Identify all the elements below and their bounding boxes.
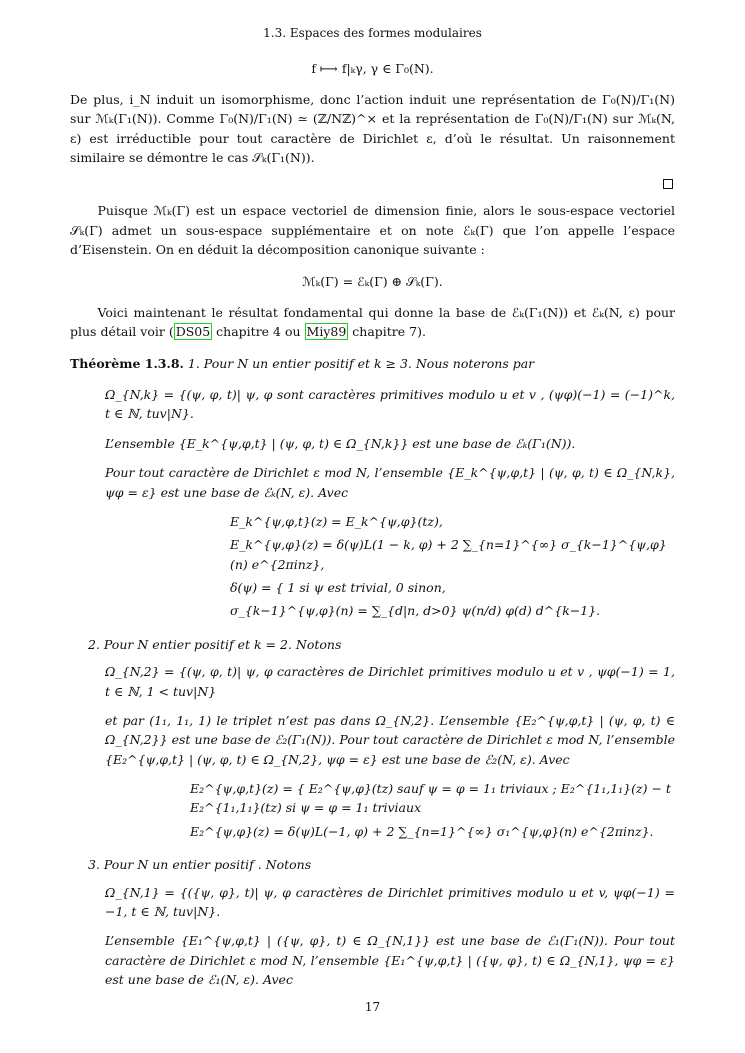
paragraph-2: Puisque ℳₖ(Γ) est un espace vectoriel de dimension finie, alors le sous-espace vectoriel 𝒮ₖ(Γ) admet un sous-espace supplémentaire et on note ℰₖ(Γ) que l’on appelle l’espace d’Eisenstein. On en déduit la décomposition canonique suivante :: [70, 203, 675, 258]
paragraph-1: De plus, i_N induit un isomorphisme, donc l’action induit une représentation de Γ₀(N)/Γ₁(N) sur ℳₖ(Γ₁(N)). Comme Γ₀(N)/Γ₁(N) ≃ (ℤ/Nℤ)^× et la représentation de Γ₀(N)/Γ₁(N) sur ℳₖ(N, ε) est irréductible pour tout caractère de Dirichlet ε, d’où le résultat. Un raisonnement similaire se démontre le cas 𝒮ₖ(Γ₁(N)).: [70, 91, 675, 166]
paragraph-3-start: Voici maintenant le résultat fondamental qui donne la base de ℰₖ(Γ₁(N)) et ℰₖ(N, ε) pour plus détail voir (: [70, 304, 675, 340]
item2-text: et par (1₁, 1₁, 1) le triplet n’est pas dans Ω_{N,2}. L’ensemble {E₂^{ψ,φ,t} | (ψ, φ, t) ∈ Ω_{N,2}} est une base de ℰ₂(Γ₁(N)). Pour tout caractère de Dirichlet ε mod N, l’ensemble {E₂^{ψ,φ,t} | (ψ, φ, t) ∈ Ω_{N,2}, ψφ = ε} est une base de ℰ₂(N, ε). Avec: [105, 712, 675, 767]
citation-miy89[interactable]: Miy89: [306, 324, 347, 340]
item1-omega: Ω_{N,k} = {(ψ, φ, t)| ψ, φ sont caractères primitives modulo u et v , (ψφ)(−1) = (−1)^k, t ∈ ℕ, tuv|N}.: [105, 387, 675, 422]
item1-formula-4: σ_{k−1}^{ψ,φ}(n) = ∑_{d|n, d>0} ψ(n/d) φ(d) d^{k−1}.: [230, 603, 601, 619]
paragraph-3: [70, 303, 675, 342]
paragraph-3-end: chapitre 7).: [348, 324, 426, 340]
item3-text: L’ensemble {E₁^{ψ,φ,t} | ({ψ, φ}, t) ∈ Ω_{N,1}} est une base de ℰ₁(Γ₁(N)). Pour tout caractère de Dirichlet ε mod N, l’ensemble {E₁^{ψ,φ,t} | ({ψ, φ}, t) ∈ Ω_{N,1}, ψφ = ε} est une base de ℰ₁(N, ε). Avec: [105, 933, 675, 988]
item1-formula-3: δ(ψ) = { 1 si ψ est trivial, 0 sinon,: [230, 580, 446, 596]
item1-basis-gamma1: L’ensemble {E_k^{ψ,φ,t} | (ψ, φ, t) ∈ Ω_{N,k}} est une base de ℰₖ(Γ₁(N)).: [105, 435, 576, 451]
item2-formula-2: E₂^{ψ,φ}(z) = δ(ψ)L(−1, φ) + 2 ∑_{n=1}^{∞} σ₁^{ψ,φ}(n) e^{2πinz}.: [190, 823, 654, 839]
item2-intro: 2. Pour N entier positif et k = 2. Notons: [88, 636, 342, 652]
item2-formula-1: E₂^{ψ,φ,t}(z) = { E₂^{ψ,φ}(tz) sauf ψ = φ = 1₁ triviaux ; E₂^{1₁,1₁}(z) − t E₂^{1₁,1₁}(tz) si ψ = φ = 1₁ triviaux: [190, 781, 671, 816]
item3-omega: Ω_{N,1} = {({ψ, φ}, t)| ψ, φ caractères de Dirichlet primitives modulo u et v, ψφ(−1) = −1, t ∈ ℕ, tuv|N}.: [105, 884, 675, 919]
item1-formula-1: E_k^{ψ,φ,t}(z) = E_k^{ψ,φ}(tz),: [230, 513, 443, 529]
equation-decomposition: ℳₖ(Γ) = ℰₖ(Γ) ⊕ 𝒮ₖ(Γ).: [302, 273, 443, 289]
qed-box: [663, 179, 673, 189]
item1-basis-epsilon: Pour tout caractère de Dirichlet ε mod N, l’ensemble {E_k^{ψ,φ,t} | (ψ, φ, t) ∈ Ω_{N,k}, ψφ = ε} est une base de ℰₖ(N, ε). Avec: [105, 465, 675, 500]
citation-ds05[interactable]: DS05: [175, 324, 211, 340]
theorem-header: [70, 354, 675, 373]
item3-intro: 3. Pour N un entier positif . Notons: [88, 857, 312, 873]
equation-action: f ⟼ f|ₖγ, γ ∈ Γ₀(N).: [311, 60, 434, 76]
running-title: 1.3. Espaces des formes modulaires: [263, 26, 482, 40]
item2-omega: Ω_{N,2} = {(ψ, φ, t)| ψ, φ caractères de Dirichlet primitives modulo u et v , ψφ(−1) = 1, t ∈ ℕ, 1 < tuv|N}: [105, 664, 675, 699]
page-number: 17: [364, 1000, 381, 1015]
item1-formula-2: E_k^{ψ,φ}(z) = δ(ψ)L(1 − k, φ) + 2 ∑_{n=1}^{∞} σ_{k−1}^{ψ,φ}(n) e^{2πinz},: [230, 537, 667, 572]
item1-intro: 1. Pour N un entier positif et k ≥ 3. Nous noterons par: [187, 355, 535, 371]
paragraph-3-mid: chapitre 4 ou: [212, 324, 305, 340]
theorem-label: Théorème 1.3.8.: [70, 355, 184, 371]
